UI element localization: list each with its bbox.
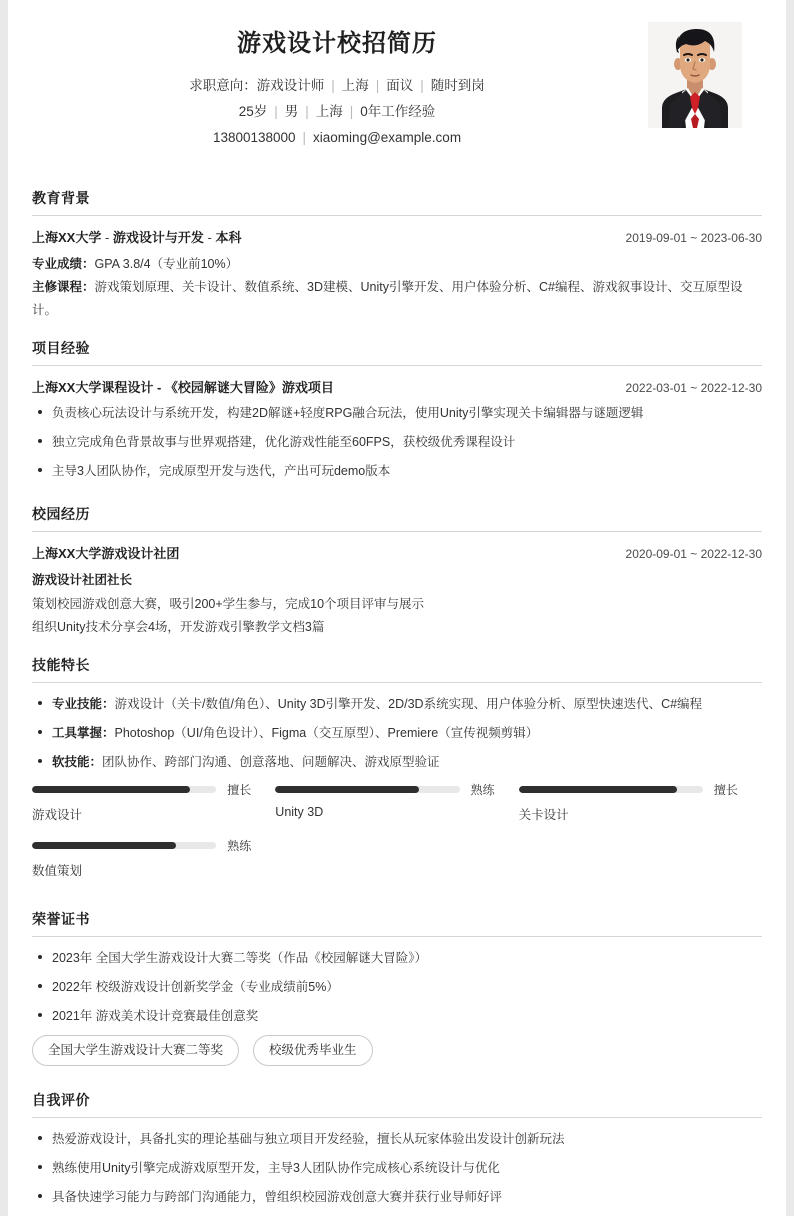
job-intent-0: 游戏设计师: [256, 77, 325, 93]
avatar-illustration: [648, 22, 742, 128]
skill-bar-row: [519, 781, 738, 798]
section-title-campus: 校园经历: [32, 506, 90, 523]
campus-date: 2020-09-01 ~ 2022-12-30: [625, 547, 762, 562]
skill-name-label: 关卡设计: [518, 808, 569, 823]
project-date: 2022-03-01 ~ 2022-12-30: [625, 381, 762, 396]
contact-line: [32, 125, 642, 151]
job-intent-label: 求职意向：: [189, 77, 257, 93]
section-honors: [8, 895, 786, 1073]
skill-bar-grid: [32, 781, 762, 893]
skill-level-label: 擅长: [713, 783, 738, 798]
campus-entry-title: 上海XX大学游戏设计社团: [32, 546, 180, 562]
list-item: 熟练使用Unity引擎完成游戏原型开发，主导3人团队协作完成核心系统设计与优化: [32, 1158, 762, 1178]
honor-tag[interactable]: 全国大学生游戏设计大赛二等奖: [32, 1035, 239, 1065]
list-item: 2023年 全国大学生游戏设计大赛二等奖（作品《校园解谜大冒险》）: [32, 948, 762, 968]
skill-name-label: 数值策划: [32, 864, 83, 879]
divider: [32, 365, 762, 366]
section-campus: [8, 490, 786, 639]
basic-gender: 男: [284, 104, 299, 120]
skill-level-label: 擅长: [227, 783, 252, 798]
education-gpa-line: [32, 253, 762, 276]
skill-category-value: 游戏设计（关卡/数值/角色）、Unity 3D引擎开发、2D/3D系统实现、用户体验分析、原型快速迭代、C#编程: [114, 697, 703, 712]
skill-level-label: 熟练: [227, 839, 252, 854]
project-entry-title: 上海XX大学课程设计 - 《校园解谜大冒险》游戏项目: [32, 380, 334, 396]
separator: |: [302, 130, 307, 146]
skill-bar-fill: [32, 786, 190, 793]
skill-bar-row: [32, 781, 251, 798]
education-gpa-value: GPA 3.8/4（专业前10%）: [94, 256, 239, 271]
skill-bar-fill: [519, 786, 677, 793]
basic-experience: 0年工作经验: [360, 104, 436, 120]
job-intent-2: 面议: [386, 77, 414, 93]
list-item: 2022年 校级游戏设计创新奖学金（专业成绩前5%）: [32, 977, 762, 997]
list-item: 负责核心玩法设计与系统开发，构建2D解谜+轻度RPG融合玩法，使用Unity引擎实现关卡编辑器与谜题逻辑: [32, 403, 762, 423]
list-item: [32, 694, 762, 714]
list-item: 2021年 游戏美术设计竞赛最佳创意奖: [32, 1006, 762, 1026]
skill-bar-fill: [275, 786, 419, 793]
section-skills: [8, 641, 786, 893]
section-project: [8, 324, 786, 481]
divider: [32, 1117, 762, 1118]
avatar: [648, 22, 742, 128]
separator: |: [375, 77, 380, 93]
education-entry: [32, 227, 762, 322]
separator: -: [203, 229, 216, 245]
skill-bar-track: [32, 842, 216, 849]
divider: [32, 936, 762, 937]
campus-detail-line: 策划校园游戏创意大赛，吸引200+学生参与，完成10个项目评审与展示: [32, 597, 425, 612]
entry-header: [32, 543, 762, 565]
skill-level-label: 熟练: [470, 783, 495, 798]
education-degree: 本科: [215, 229, 242, 245]
project-entry: [32, 377, 762, 481]
skill-name-label: 游戏设计: [32, 808, 83, 823]
basic-info-line: [32, 99, 642, 125]
section-title-education: 教育背景: [32, 189, 90, 206]
divider: [32, 682, 762, 683]
page-title: 游戏设计校招简历: [237, 30, 437, 57]
honor-tag[interactable]: 校级优秀毕业生: [253, 1035, 373, 1065]
contact-email[interactable]: xiaoming@example.com: [313, 130, 462, 146]
basic-city: 上海: [315, 104, 343, 120]
entry-header: [32, 227, 762, 249]
skill-bar-row: [32, 837, 251, 854]
skill-bar-item: [32, 781, 275, 823]
skill-bar-item: [275, 781, 518, 823]
entry-header: [32, 377, 762, 399]
section-title-self-evaluation: 自我评价: [32, 1091, 90, 1108]
education-school: 上海XX大学: [32, 229, 102, 245]
skill-name-label: Unity 3D: [275, 805, 324, 820]
self-evaluation-bullet-list: [32, 1129, 762, 1207]
skill-bar-row: [275, 781, 494, 798]
separator: |: [305, 104, 309, 120]
skill-category-value: 团队协作、跨部门沟通、创意落地、问题解决、游戏原型验证: [102, 755, 440, 770]
separator: |: [349, 104, 354, 120]
project-bullet-list: [32, 403, 762, 481]
list-item: 独立完成角色背景故事与世界观搭建，优化游戏性能至60FPS，获校级优秀课程设计: [32, 432, 762, 452]
basic-age: 25岁: [238, 104, 268, 120]
education-gpa-label: 专业成绩：: [32, 256, 95, 271]
resume-page: [8, 0, 786, 1216]
skill-bar-track: [519, 786, 703, 793]
skill-bar-fill: [32, 842, 176, 849]
skill-bar-track: [275, 786, 459, 793]
education-date: 2019-09-01 ~ 2023-06-30: [625, 230, 762, 245]
contact-phone[interactable]: 13800138000: [212, 130, 296, 146]
education-major: 游戏设计与开发: [112, 229, 204, 245]
skills-bullet-list: [32, 694, 762, 772]
section-title-honors: 荣誉证书: [32, 911, 90, 928]
skill-bar-track: [32, 786, 216, 793]
separator: |: [274, 104, 278, 120]
campus-detail-line: 组织Unity技术分享会4场，开发游戏引擎教学文档3篇: [32, 620, 325, 635]
list-item: 主导3人团队协作，完成原型开发与迭代，产出可玩demo版本: [32, 461, 762, 481]
job-intent-1: 上海: [341, 77, 369, 93]
list-item: [32, 723, 762, 743]
list-item: 热爱游戏设计，具备扎实的理论基础与独立项目开发经验，擅长从玩家体验出发设计创新玩法: [32, 1129, 762, 1149]
separator: |: [331, 77, 335, 93]
skill-bar-item: [519, 781, 762, 823]
divider: [32, 215, 762, 216]
education-entry-title: [32, 227, 242, 249]
section-title-skills: 技能特长: [32, 657, 90, 674]
skill-category-label: 专业技能：: [52, 697, 115, 712]
skill-bar-item: [32, 837, 275, 879]
section-title-project: 项目经验: [32, 340, 90, 357]
campus-role: 游戏设计社团社长: [32, 573, 133, 588]
separator: |: [420, 77, 424, 93]
list-item: 具备快速学习能力与跨部门沟通能力，曾组织校园游戏创意大赛并获行业导师好评: [32, 1187, 762, 1207]
section-self-evaluation: [8, 1076, 786, 1207]
divider: [32, 531, 762, 532]
campus-entry: [32, 543, 762, 639]
honors-bullet-list: [32, 948, 762, 1026]
section-education: [8, 174, 786, 322]
job-intent-line: [32, 73, 642, 99]
education-courses-line: [32, 276, 762, 322]
list-item: [32, 752, 762, 772]
separator: -: [101, 229, 113, 245]
honors-tag-row: [32, 1035, 762, 1073]
resume-header: [8, 0, 786, 172]
education-courses-value: 游戏策划原理、关卡设计、数值系统、3D建模、Unity引擎开发、用户体验分析、C#编程、游戏叙事设计、交互原型设计。: [32, 279, 743, 318]
skill-category-label: 工具掌握：: [52, 726, 115, 741]
job-intent-3: 随时到岗: [430, 77, 485, 93]
skill-category-value: Photoshop（UI/角色设计）、Figma（交互原型）、Premiere（宣传视频剪辑）: [114, 726, 539, 741]
skill-category-label: 软技能：: [52, 755, 103, 770]
education-courses-label: 主修课程：: [32, 279, 95, 294]
